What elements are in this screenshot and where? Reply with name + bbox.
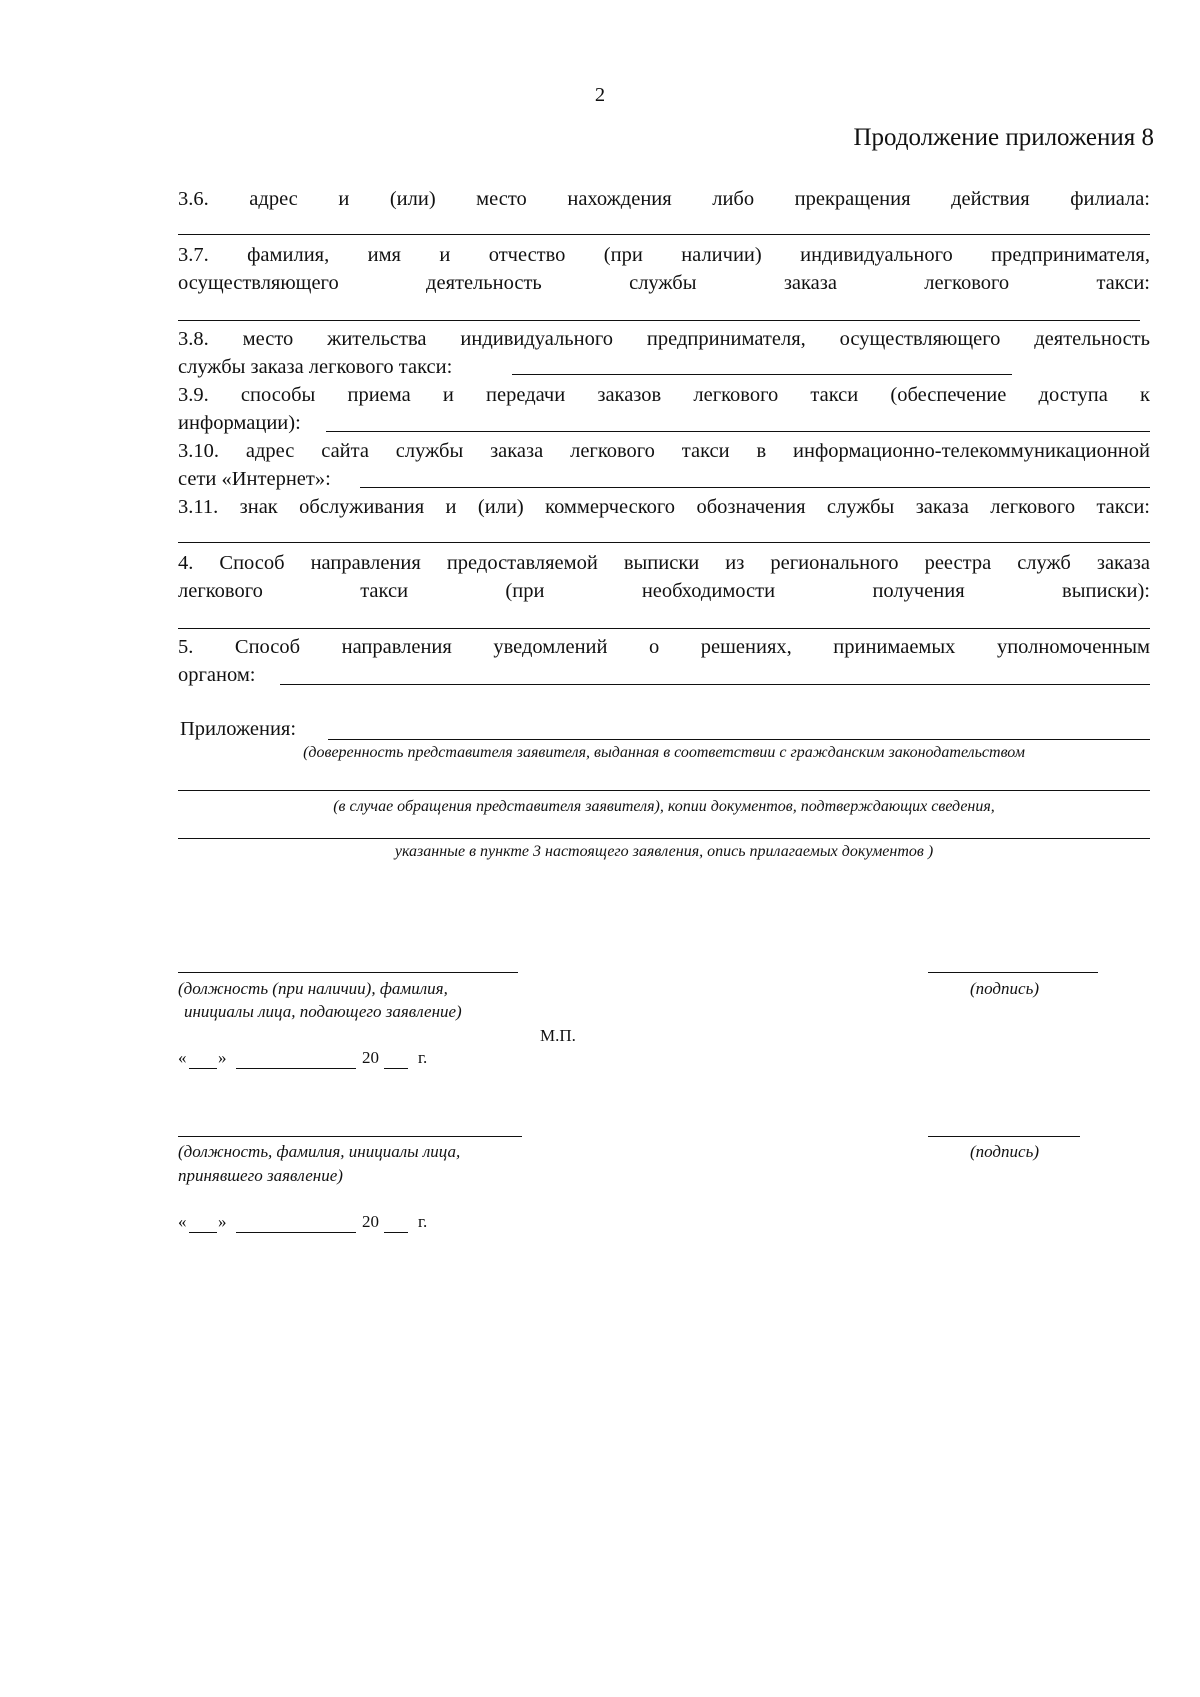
applicant-caption-1: (должность (при наличии), фамилия, xyxy=(178,979,448,998)
applicant-date-close: » xyxy=(218,1048,227,1067)
applicant-signature-line[interactable] xyxy=(928,972,1098,973)
applicant-signature-caption: (подпись) xyxy=(970,979,1039,998)
field-3-7-line[interactable] xyxy=(178,320,1140,321)
continuation-header: Продолжение приложения 8 xyxy=(853,124,1154,151)
attachments-line-2[interactable] xyxy=(178,790,1150,791)
item-4-line2: легкового такси (при необходимости получения выписки): xyxy=(178,580,1150,602)
attachments-hint-1: (доверенность представителя заявителя, выданная в соответствии с гражданским законодательством xyxy=(303,744,1025,761)
attachments-hint-3: указанные в пункте 3 настоящего заявления, опись прилагаемых документов ) xyxy=(394,843,934,860)
receiver-day-field[interactable] xyxy=(189,1232,217,1233)
item-5-line1: 5. Способ направления уведомлений о решениях, принимаемых уполномоченным xyxy=(178,636,1150,658)
receiver-caption-2: принявшего заявление) xyxy=(178,1166,343,1185)
item-3-9-line1: 3.9. способы приема и передачи заказов легкового такси (обеспечение доступа к xyxy=(178,384,1150,406)
receiver-year-prefix: 20 xyxy=(362,1212,379,1231)
field-3-11-line[interactable] xyxy=(178,542,1150,543)
attachments-line-3[interactable] xyxy=(178,838,1150,839)
item-3-10-line1: 3.10. адрес сайта службы заказа легкового такси в информационно-телекоммуникационной xyxy=(178,440,1150,462)
page-number: 2 xyxy=(594,84,606,106)
item-3-10-line2: сети «Интернет»: xyxy=(178,468,331,490)
receiver-year-field[interactable] xyxy=(384,1232,408,1233)
receiver-date-open: « xyxy=(178,1212,187,1231)
field-4-line[interactable] xyxy=(178,628,1150,629)
attachments-hint-2: (в случае обращения представителя заявителя), копии документов, подтверждающих сведения, xyxy=(333,798,995,815)
receiver-signature-caption: (подпись) xyxy=(970,1142,1039,1161)
applicant-year-field[interactable] xyxy=(384,1068,408,1069)
receiver-date-close: » xyxy=(218,1212,227,1231)
field-3-9-line[interactable] xyxy=(326,431,1150,432)
receiver-signature-line[interactable] xyxy=(928,1136,1080,1137)
item-3-8-line2: службы заказа легкового такси: xyxy=(178,356,453,378)
receiver-year-suffix: г. xyxy=(418,1212,428,1231)
applicant-month-field[interactable] xyxy=(236,1068,356,1069)
item-3-8-line1: 3.8. место жительства индивидуального предпринимателя, осуществляющего деятельность xyxy=(178,328,1150,350)
applicant-day-field[interactable] xyxy=(189,1068,217,1069)
applicant-year-suffix: г. xyxy=(418,1048,428,1067)
receiver-month-field[interactable] xyxy=(236,1232,356,1233)
field-3-8-line[interactable] xyxy=(512,374,1012,375)
receiver-position-line[interactable] xyxy=(178,1136,522,1137)
field-3-10-line[interactable] xyxy=(360,487,1150,488)
applicant-position-line[interactable] xyxy=(178,972,518,973)
item-3-9-line2: информации): xyxy=(178,412,301,434)
stamp-place: М.П. xyxy=(540,1026,576,1045)
field-3-6-line[interactable] xyxy=(178,234,1150,235)
attachments-label: Приложения: xyxy=(180,718,297,740)
item-3-11: 3.11. знак обслуживания и (или) коммерческого обозначения службы заказа легкового такси: xyxy=(178,496,1150,518)
attachments-line-1[interactable] xyxy=(328,739,1150,740)
applicant-date-open: « xyxy=(178,1048,187,1067)
item-5-line2: органом: xyxy=(178,664,256,686)
applicant-year-prefix: 20 xyxy=(362,1048,379,1067)
field-5-line[interactable] xyxy=(280,684,1150,685)
item-4-line1: 4. Способ направления предоставляемой выписки из регионального реестра служб заказа xyxy=(178,552,1150,574)
item-3-7-line1: 3.7. фамилия, имя и отчество (при наличии) индивидуального предпринимателя, xyxy=(178,244,1150,266)
receiver-caption-1: (должность, фамилия, инициалы лица, xyxy=(178,1142,461,1161)
item-3-6: 3.6. адрес и (или) место нахождения либо прекращения действия филиала: xyxy=(178,188,1150,210)
applicant-caption-2: инициалы лица, подающего заявление) xyxy=(184,1002,462,1021)
item-3-7-line2: осуществляющего деятельность службы заказа легкового такси: xyxy=(178,272,1150,294)
